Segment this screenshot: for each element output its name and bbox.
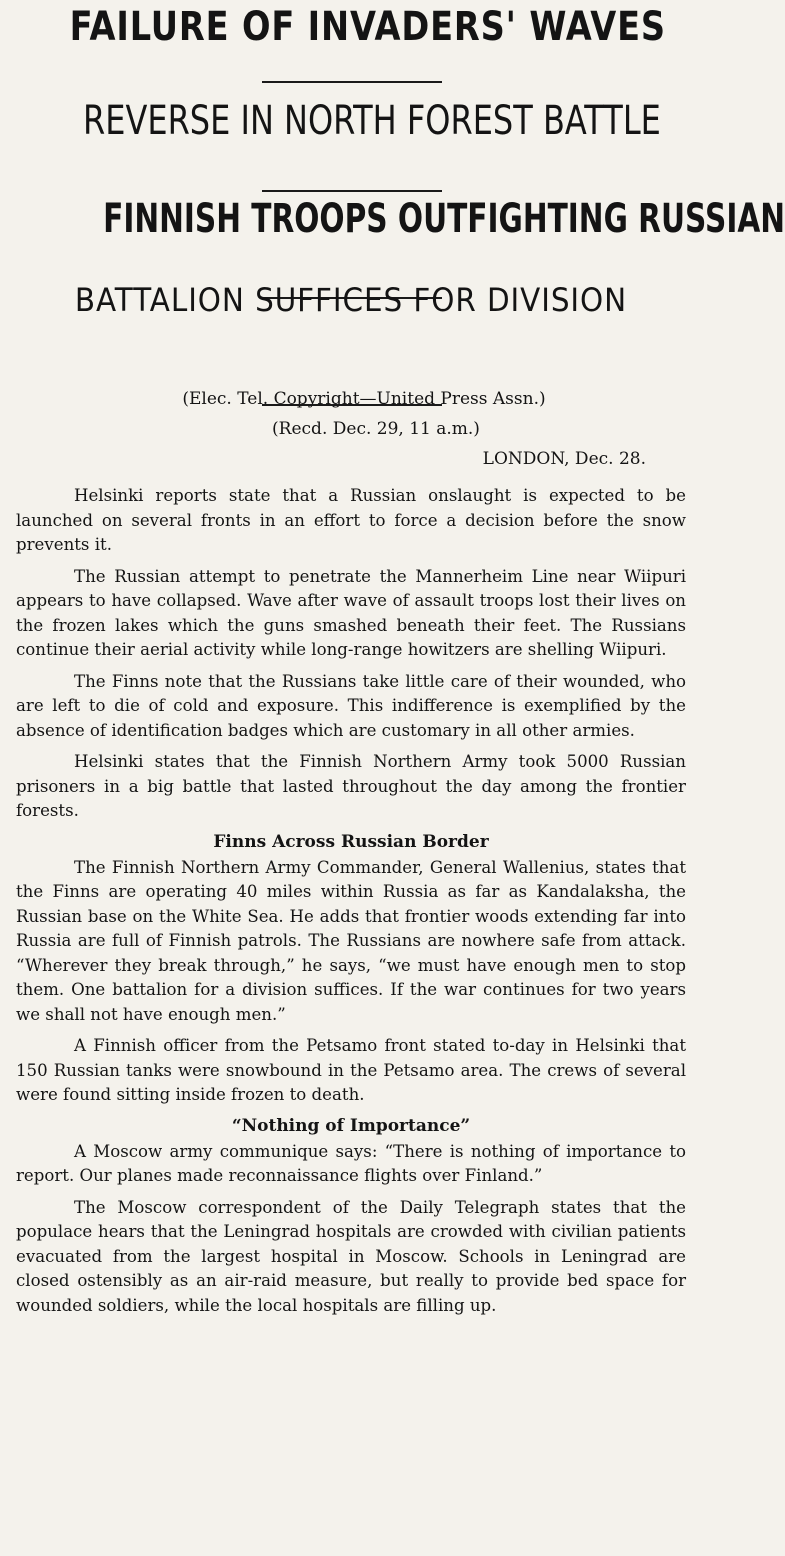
article-paragraph: A Finnish officer from the Petsamo front stated to-day in Helsinki that 150 Russian tanks were snowbound in the Petsamo area. The crews of several were found sitting inside frozen to death.: [16, 1036, 686, 1104]
article-paragraph: Helsinki reports state that a Russian onslaught is expected to be launched on several fronts in an effort to force a decision before the snow prevents it.: [16, 486, 686, 554]
article-paragraph: Helsinki states that the Finnish Northern Army took 5000 Russian prisoners in a big battle that lasted throughout the day among the frontier forests.: [16, 752, 686, 820]
article-paragraph: A Moscow army communique says: “There is nothing of importance to report. Our planes made reconnaissance flights over Finland.”: [16, 1141, 686, 1185]
headline-main: FAILURE OF INVADERS' WAVES: [69, 4, 666, 50]
section-subhead: Finns Across Russian Border: [213, 831, 489, 852]
headline-fourth: BATTALION SUFFICES FOR DIVISION: [74, 281, 628, 319]
headline-third: FINNISH TROOPS OUTFIGHTING RUSSIAN: [103, 196, 785, 242]
article-paragraph: The Finnish Northern Army Commander, General Wallenius, states that the Finns are operating 40 miles within Russia as far as Kandalaksha, the Russian base on the White Sea. He adds that frontier woods extending far into Russia are full of Finnish patrols. The Russians are nowhere safe from attack. “Wherever they break through,” he says, “we must have enough men to stop them. One battalion for a division suffices. If the war continues for two years we shall not have enough men.”: [16, 857, 686, 1024]
section-subhead: “Nothing of Importance”: [231, 1115, 471, 1136]
dateline: LONDON, Dec. 28.: [482, 449, 646, 469]
article-paragraph: The Russian attempt to penetrate the Mannerheim Line near Wiipuri appears to have collapsed. Wave after wave of assault troops lost their lives on the frozen lakes which the guns smashed beneath their feet. The Russians continue their aerial activity while long-range howitzers are shelling Wiipuri.: [16, 566, 686, 659]
headline-second: REVERSE IN NORTH FOREST BATTLE: [83, 98, 661, 144]
copyright-credit: (Elec. Tel. Copyright—United Press Assn.): [182, 389, 546, 409]
divider-rule: [262, 404, 442, 406]
divider-rule: [262, 81, 442, 83]
article-paragraph: The Finns note that the Russians take little care of their wounded, who are left to die of cold and exposure. This indifference is exemplified by the absence of identification badges which are customary in all other armies.: [16, 671, 686, 740]
divider-rule: [262, 190, 442, 192]
article-paragraph: The Moscow correspondent of the Daily Telegraph states that the populace hears that the Leningrad hospitals are crowded with civilian patients evacuated from the largest hospital in Moscow. Schools in Leningrad are closed ostensibly as an air-raid measure, but really to provide bed space for wounded soldiers, while the local hospitals are filling up.: [16, 1197, 686, 1315]
received-credit: (Recd. Dec. 29, 11 a.m.): [272, 419, 480, 439]
